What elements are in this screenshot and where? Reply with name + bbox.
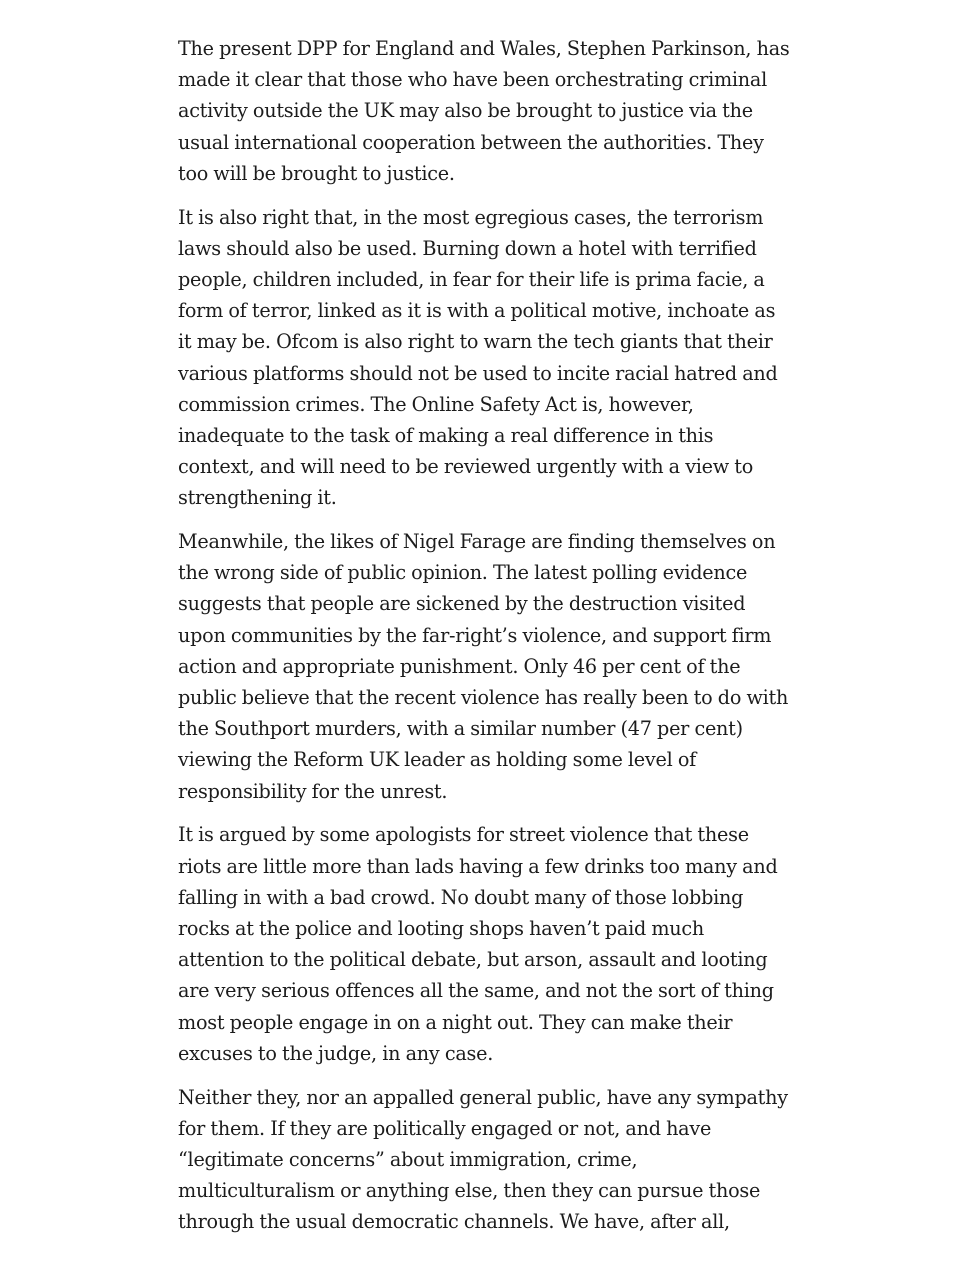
article-body (178, 33, 790, 1250)
article-paragraph: It is also right that, in the most egregious cases, the terrorism laws should also be used. Burning down a hotel with terrified people, children included, in fear for their life is prima facie, a form of terror, linked as it is with a political motive, inchoate as it may be. Ofcom is also right to warn the tech giants that their various platforms should not be used to incite racial hatred and commission crimes. The Online Safety Act is, however, inadequate to the task of making a real difference in this context, and will need to be reviewed urgently with a view to strengthening it. (178, 205, 778, 510)
article-paragraph: Meanwhile, the likes of Nigel Farage are finding themselves on the wrong side of public opinion. The latest polling evidence suggests that people are sickened by the destruction visited upon communities by the far-right’s violence, and support firm action and appropriate punishment. Only 46 per cent of the public believe that the recent violence has really been to do with the Southport murders, with a similar number (47 per cent) viewing the Reform UK leader as holding some level of responsibility for the unrest. (178, 530, 789, 803)
article-paragraph: Neither they, nor an appalled general public, have any sympathy for them. If they are politically engaged or not, and have “legitimate concerns” about immigration, crime, multiculturalism or anything else, then they can pursue those through the usual democratic channels. We have, after all, (178, 1085, 788, 1234)
article-paragraph: The present DPP for England and Wales, Stephen Parkinson, has made it clear that those who have been orchestrating criminal activity outside the UK may also be brought to justice via the usual international cooperation between the authorities. They too will be brought to justice. (178, 37, 790, 185)
article-paragraph: It is argued by some apologists for street violence that these riots are little more than lads having a few drinks too many and falling in with a bad crowd. No doubt many of those lobbing rocks at the police and looting shops haven’t paid much attention to the political debate, but arson, assault and looting are very serious offences all the same, and not the sort of thing most people engage in on a night out. They can make their excuses to the judge, in any case. (178, 823, 778, 1065)
